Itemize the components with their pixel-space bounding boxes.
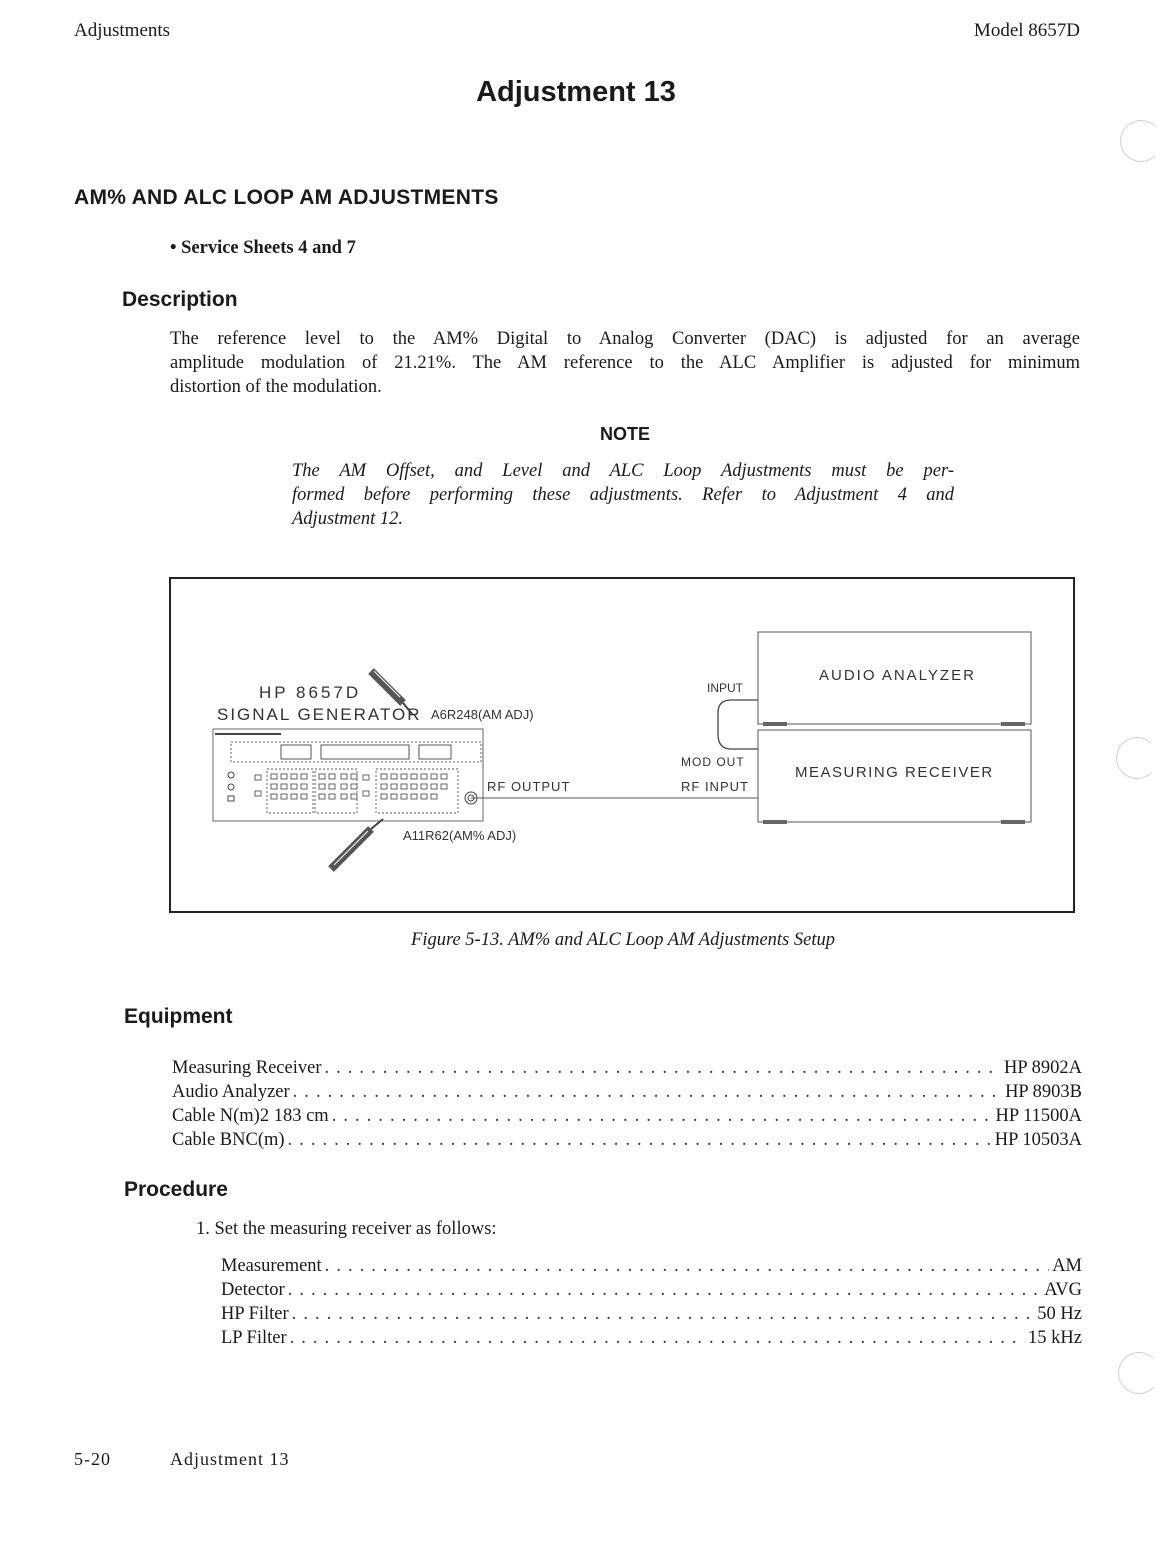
equipment-model: HP 8903B <box>1005 1082 1082 1102</box>
equipment-heading: Equipment <box>124 1005 233 1028</box>
setting-name: LP Filter <box>221 1328 287 1348</box>
page-title: Adjustment 13 <box>476 76 676 108</box>
measuring-receiver-label: MEASURING RECEIVER <box>795 764 994 781</box>
description-line-1: The reference level to the AM% Digital to Analog Converter (DAC) is adjusted for an average <box>170 329 1080 349</box>
setting-row <box>221 1278 1082 1302</box>
binder-hole <box>1120 120 1162 162</box>
equipment-name: Measuring Receiver <box>172 1058 322 1078</box>
footer-title: Adjustment 13 <box>170 1449 290 1469</box>
binder-hole <box>1116 737 1158 779</box>
setting-value: 15 kHz <box>1028 1328 1082 1348</box>
adj-bottom-label: A11R62(AM% ADJ) <box>403 828 517 843</box>
equipment-list <box>172 1056 1082 1152</box>
rf-input-label: RF INPUT <box>681 779 749 794</box>
adj-top-label: A6R248(AM ADJ) <box>431 707 534 722</box>
equipment-name: Cable BNC(m) <box>172 1130 285 1150</box>
procedure-step-1: 1. Set the measuring receiver as follows: <box>196 1219 497 1239</box>
description-line-2: amplitude modulation of 21.21%. The AM reference to the ALC Amplifier is adjusted for minimum <box>170 353 1080 373</box>
input-label: INPUT <box>707 681 743 695</box>
figure-caption: Figure 5-13. AM% and ALC Loop AM Adjustments Setup <box>411 930 835 950</box>
generator-model-label: HP 8657D <box>259 683 362 702</box>
setting-row <box>221 1302 1082 1326</box>
footer-page-number: 5-20 <box>74 1449 111 1469</box>
running-header-left: Adjustments <box>74 20 171 41</box>
bullet-icon: • <box>170 238 177 258</box>
signal-generator <box>213 729 483 821</box>
screwdriver-bottom-icon <box>331 819 383 869</box>
setting-value: AM <box>1052 1256 1082 1276</box>
description-heading: Description <box>122 288 238 311</box>
equipment-model: HP 8902A <box>1004 1058 1082 1078</box>
equipment-row <box>172 1128 1082 1152</box>
setting-row <box>221 1326 1082 1350</box>
setting-name: Measurement <box>221 1256 322 1276</box>
equipment-name: Cable N(m)2 183 cm <box>172 1106 329 1126</box>
generator-name-label: SIGNAL GENERATOR <box>217 705 422 724</box>
receiver-settings-list <box>221 1254 1082 1350</box>
procedure-heading: Procedure <box>124 1178 228 1201</box>
mod-out-label: MOD OUT <box>681 755 745 769</box>
note-line-2: formed before performing these adjustments. Refer to Adjustment 4 and <box>292 485 954 505</box>
description-line-3: distortion of the modulation. <box>170 377 382 397</box>
running-header-right: Model 8657D <box>973 20 1080 41</box>
bnc-cable <box>718 700 758 749</box>
equipment-row <box>172 1080 1082 1104</box>
setting-value: 50 Hz <box>1037 1304 1082 1324</box>
audio-analyzer-label: AUDIO ANALYZER <box>819 667 976 684</box>
setting-row <box>221 1254 1082 1278</box>
setting-name: HP Filter <box>221 1304 289 1324</box>
equipment-row <box>172 1056 1082 1080</box>
equipment-row <box>172 1104 1082 1128</box>
setup-diagram <box>171 579 1073 911</box>
note-line-1: The AM Offset, and Level and ALC Loop Adjustments must be per- <box>292 461 954 481</box>
binder-hole <box>1118 1352 1160 1394</box>
setting-value: AVG <box>1044 1280 1082 1300</box>
note-heading: NOTE <box>599 424 650 444</box>
setup-figure <box>169 577 1075 913</box>
setting-name: Detector <box>221 1280 285 1300</box>
section-title: AM% AND ALC LOOP AM ADJUSTMENTS <box>74 186 499 209</box>
service-sheets-item <box>170 236 356 260</box>
service-sheets-text: Service Sheets 4 and 7 <box>181 238 356 258</box>
equipment-model: HP 10503A <box>994 1130 1082 1150</box>
equipment-model: HP 11500A <box>995 1106 1082 1126</box>
note-line-3: Adjustment 12. <box>292 509 403 529</box>
rf-output-label: RF OUTPUT <box>487 779 571 794</box>
equipment-name: Audio Analyzer <box>172 1082 290 1102</box>
